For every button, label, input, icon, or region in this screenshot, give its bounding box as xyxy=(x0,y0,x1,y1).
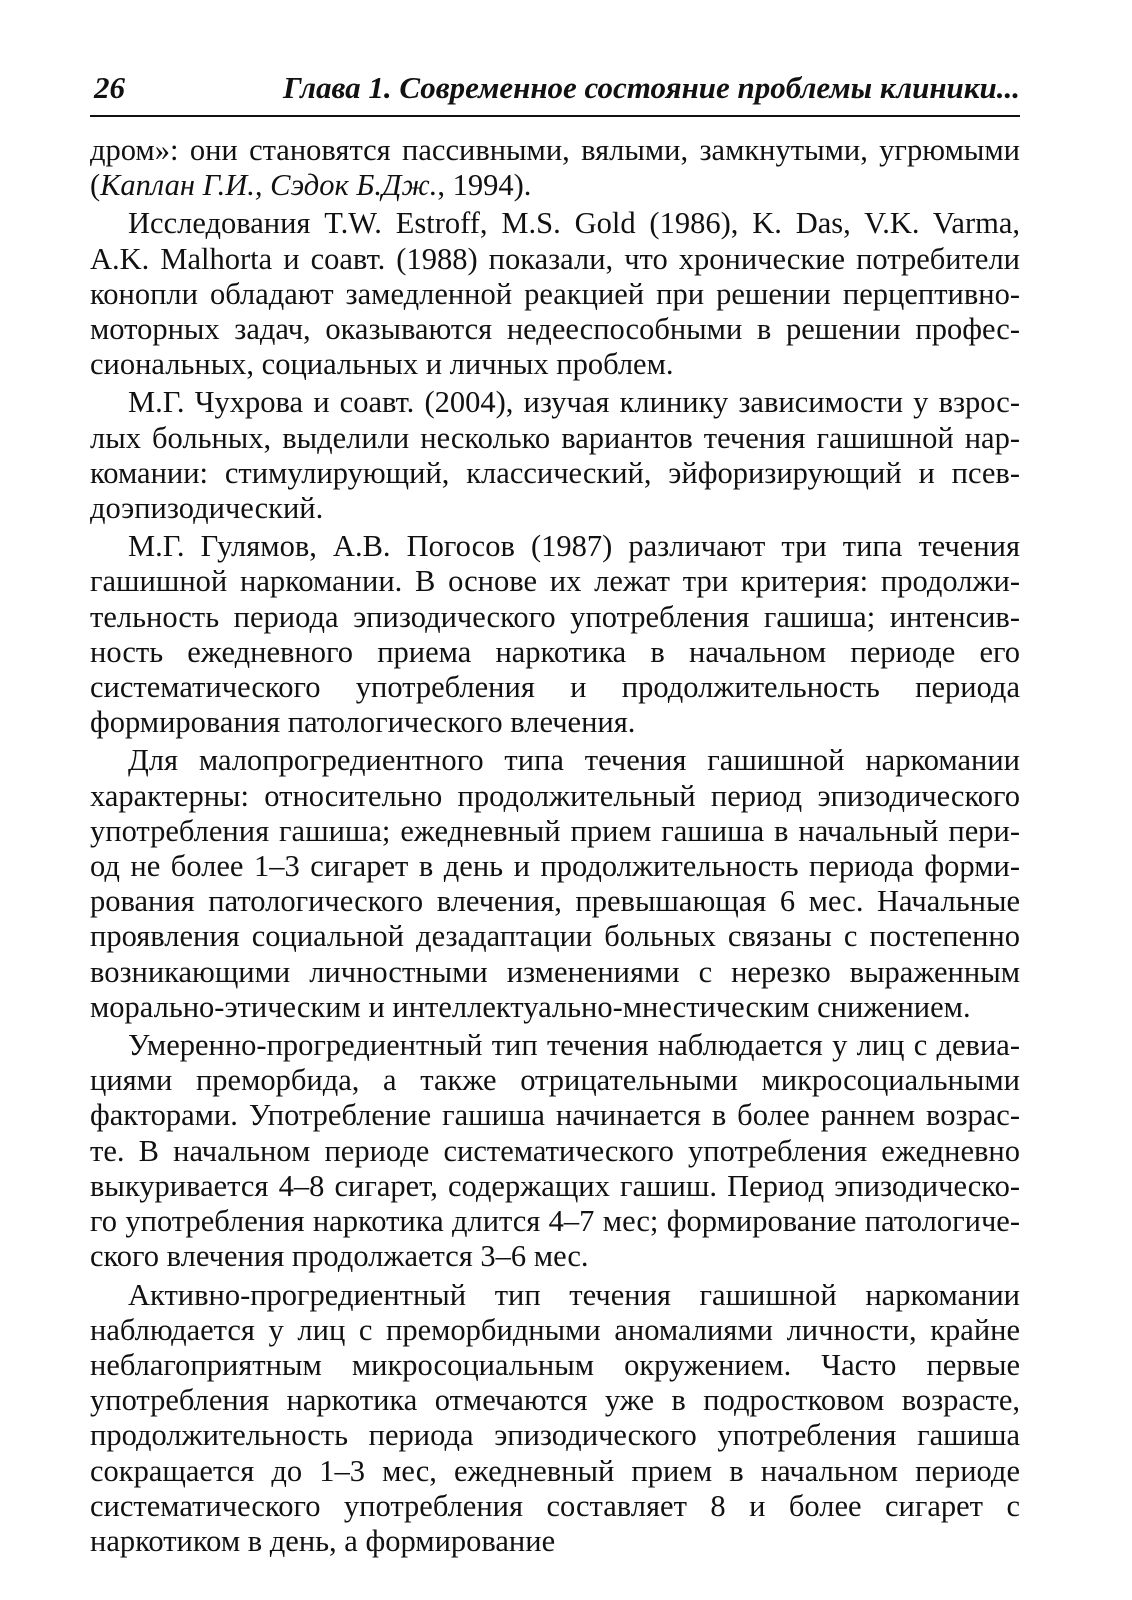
body-text xyxy=(90,133,1020,1559)
paragraph: Умеренно-прогредиентный тип течения наблюдается у лиц с девиациями преморбида, а также отрицательными микросоциальными факторами. Употребление гашиша начинается в более раннем возрасте. В начальном периоде систематического употребления ежедневно выкуривается 4–8 сигарет, содержащих гашиш. Период эпизодического употребления наркотика длится 4–7 мес; формирование патологического влечения продолжается 3–6 мес. xyxy=(90,1028,1020,1274)
page-number: 26 xyxy=(94,70,125,105)
paragraph: Активно-прогредиентный тип течения гашишной наркомании наблюдается у лиц с преморбидными аномалиями личности, крайне неблагоприятным микросоциальным окружением. Часто первые употребления наркотика отмечаются уже в подростковом возрасте, продолжительность периода эпизодического употребления гашиша сокращается до 1–3 мес, ежедневный прием в начальном периоде систематического употребления составляет 8 и более сигарет с наркотиком в день, а формирование xyxy=(90,1277,1020,1558)
citation-authors: Каплан Г.И., Сэдок Б.Дж. xyxy=(100,168,438,203)
paragraph: Исследования T.W. Estroff, M.S. Gold (1986), K. Das, V.K. Varma, A.K. Malhorta и соавт. (1988) показали, что хронические потребители конопли обладают замедленной реакцией при решении перцептивномоторных задач, оказываются недееспособными в решении профессиональных, социальных и личных проблем. xyxy=(90,206,1020,382)
paragraph: М.Г. Гулямов, А.В. Погосов (1987) различают три типа течения гашишной наркомании. В основе их лежат три критерия: продолжительность периода эпизодического употребления гашиша; интенсивность ежедневного приема наркотика в начальном периоде его систематического употребления и продолжительность периода формирования патологического влечения. xyxy=(90,529,1020,740)
paragraph: Для малопрогредиентного типа течения гашишной наркомании характерны: относительно продолжительный период эпизодического употребления гашиша; ежедневный прием гашиша в начальный период не более 1–3 сигарет в день и продолжительность периода формирования патологического влечения, превышающая 6 мес. Начальные проявления социальной дезадаптации больных связаны с постепенно возникающими личностными изменениями с нерезко выраженным морально-этическим и интеллектуально-мнестическим снижением. xyxy=(90,743,1020,1024)
paragraph-text: , 1994). xyxy=(437,168,532,203)
running-head xyxy=(90,72,1020,117)
paragraph-continued xyxy=(90,133,1020,203)
paragraph-text: дром»: они становятся пассивными, вялыми, замкнутыми, угрюмыми ( xyxy=(90,133,1020,203)
chapter-title: Глава 1. Современное состояние проблемы клиники... xyxy=(283,70,1020,105)
paragraph: М.Г. Чухрова и соавт. (2004), изучая клинику зависимости у взрослых больных, выделили несколько вариантов течения гашишной наркомании: стимулирующий, классический, эйфоризирующий и псевдоэпизодический. xyxy=(90,385,1020,526)
book-page xyxy=(90,72,1020,1559)
